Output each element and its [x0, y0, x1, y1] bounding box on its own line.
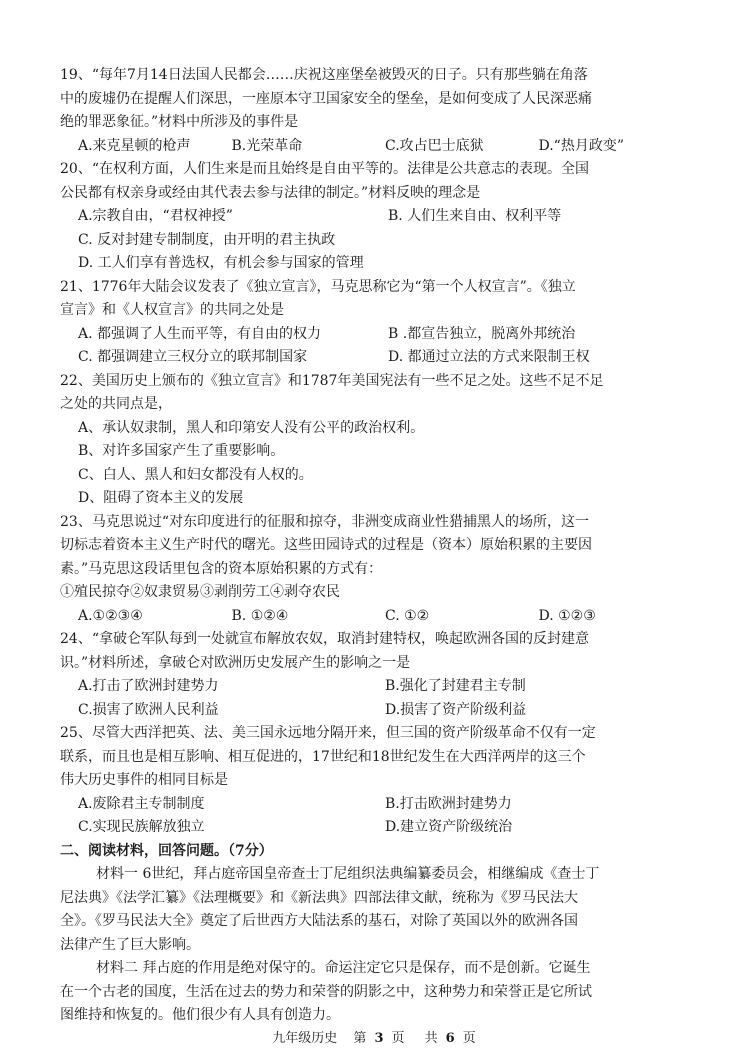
- question-options: [60, 816, 692, 840]
- question-options: [60, 793, 692, 817]
- option-a: A.①②③④: [78, 607, 143, 624]
- footer-total-number: 6: [445, 1031, 455, 1046]
- option-b: B .都宣告独立，脱离外邦统治: [388, 325, 576, 342]
- option-b: B. 人们生来自由、权利平等: [388, 208, 562, 224]
- question-24: [60, 628, 692, 722]
- footer-subject: 九年级历史: [272, 1031, 338, 1046]
- option-c: C、白人、黑人和妇女都没有人权的。: [78, 466, 313, 483]
- material-1-line: 全》。《罗马民法大全》奠定了后世西方大陆法系的基石，对除了英国以外的欧洲各国: [60, 913, 578, 929]
- footer-page-number: 3: [374, 1031, 384, 1046]
- option-c: C.实现民族解放独立: [78, 819, 205, 835]
- question-text-line: 联系，而且也是相互影响、相互促进的，17世纪和18世纪发生在大西洋两岸的这三个: [60, 748, 586, 765]
- option-d: D.损害了资产阶级利益: [385, 701, 527, 718]
- material-2-line: 在一个古老的国度，生活在过去的势力和荣誉的阴影之中，这种势力和荣誉正是它所试: [60, 983, 592, 1000]
- question-text-line: 20、“在权利方面，人们生来是而且始终是自由平等的。法律是公共意志的表现。全国: [60, 161, 589, 177]
- option-a: A.打击了欧洲封建势力: [78, 678, 219, 694]
- question-options: [60, 605, 692, 629]
- material-1-line: 法律产生了巨大影响。: [60, 936, 200, 953]
- question-text-line: 之处的共同点是，: [60, 396, 172, 412]
- option-c: C.损害了欧洲人民利益: [78, 701, 219, 718]
- footer-total: [421, 1031, 480, 1046]
- footer-page-prefix: 第: [353, 1031, 367, 1046]
- option-a: A、承认奴隶制，黑人和印第安人没有公平的政治权利。: [78, 419, 425, 436]
- question-text-line: 22、美国历史上颁布的《独立宣言》和1787年美国宪法有一些不足之处。这些不足不足: [60, 372, 604, 389]
- question-options: [60, 323, 692, 347]
- option-b: B.打击欧洲封建势力: [385, 795, 512, 812]
- footer-page-suffix: 页: [391, 1031, 405, 1046]
- question-options: [60, 135, 692, 159]
- question-text-line: 24、“拿破仑军队每到一处就宣布解放农奴，取消封建特权，唤起欧洲各国的反封建意: [60, 631, 589, 647]
- option-c: C. 反对封建专制制度，由开明的君主执政: [78, 231, 336, 248]
- option-a: A.宗教自由，“君权神授”: [78, 208, 233, 224]
- option-a: A.来克星顿的枪声: [78, 137, 191, 154]
- option-d: D. 工人们享有普选权，有机会参与国家的管理: [78, 255, 364, 271]
- question-21: [60, 276, 692, 370]
- question-options: [60, 205, 692, 229]
- question-text-line: 公民都有权亲身或经由其代表去参与法律的制定。”材料反映的理念是: [60, 184, 481, 201]
- material-1-line: 材料一 6世纪，拜占庭帝国皇帝查士丁尼组织法典编纂委员会，相继编成《查士丁: [96, 866, 600, 882]
- option-b: B. ①②④: [231, 607, 289, 624]
- question-22: [60, 370, 692, 511]
- question-options: [60, 699, 692, 723]
- footer-total-prefix: 共: [424, 1031, 438, 1046]
- question-text-line: 绝的罪恶象征。”材料中所涉及的事件是: [60, 114, 299, 130]
- section-reading: [60, 840, 692, 1028]
- footer-total-suffix: 页: [462, 1031, 476, 1046]
- question-text-line: 25、尽管大西洋把英、法、美三国永远地分隔开来，但三国的资产阶级革命不仅有一定: [60, 725, 596, 741]
- question-25: [60, 722, 692, 840]
- question-options: [60, 675, 692, 699]
- page-footer: [0, 1030, 752, 1048]
- option-d: D. ①②③: [538, 607, 596, 624]
- option-c: C. ①②: [385, 607, 430, 624]
- question-options: [60, 346, 692, 370]
- footer-page: [349, 1031, 408, 1046]
- question-20: [60, 158, 692, 276]
- question-text-line: 伟大历史事件的相同目标是: [60, 772, 228, 788]
- material-2-line: 材料二 拜占庭的作用是绝对保守的。命运注定它只是保存，而不是创新。它诞生: [96, 960, 591, 976]
- question-text-line: 素。”马克思这段话里包含的资本原始积累的方式有：: [60, 560, 383, 577]
- question-text-line: 19、“每年7月14日法国人民都会……庆祝这座堡垒被毁灭的日子。只有那些躺在角落: [60, 67, 588, 83]
- question-19: [60, 64, 692, 158]
- question-23: [60, 511, 692, 629]
- material-2-line: 图维持和恢复的。他们很少有人具有创造力。: [60, 1007, 340, 1023]
- question-text-line: 中的废墟仍在提醒人们深思，一座原本守卫国家安全的堡垒，是如何变成了人民深恶痛: [60, 90, 592, 107]
- option-a: A. 都强调了人生而平等，有自由的权力: [78, 325, 322, 342]
- material-1-line: 尼法典》《法学汇纂》《法理概要》和《新法典》四部法律文献，统称为《罗马民法大: [60, 889, 578, 906]
- option-d: D. 都通过立法的方式来限制王权: [388, 349, 590, 365]
- option-d: D、阻碍了资本主义的发展: [78, 490, 244, 506]
- question-text-line: 23、马克思说过“对东印度进行的征服和掠夺，非洲变成商业性猎捕黑人的场所，这一: [60, 513, 589, 530]
- question-text-line: 识。”材料所述，拿破仑对欧洲历史发展产生的影响之一是: [60, 654, 411, 671]
- option-c: C.攻占巴士底狱: [385, 137, 484, 154]
- question-text-line: ①殖民掠夺②奴隶贸易③剥削劳工④剥夺农民: [60, 584, 340, 600]
- option-c: C. 都强调建立三权分立的联邦制国家: [78, 349, 308, 365]
- option-b: B.强化了封建君主专制: [385, 678, 526, 694]
- option-a: A.废除君主专制制度: [78, 795, 205, 812]
- section-heading: 二、阅读材料，回答问题。（7分）: [60, 842, 273, 859]
- question-text-line: 21、1776年大陆会议发表了《独立宣言》，马克思称它为“第一个人权宣言”。《独立: [60, 278, 576, 295]
- exam-content: [60, 64, 692, 1028]
- question-text-line: 宣言》和《人权宣言》的共同之处是: [60, 302, 284, 318]
- option-b: B、对许多国家产生了重要影响。: [78, 443, 285, 459]
- option-b: B.光荣革命: [231, 137, 303, 154]
- option-d: D.“热月政变”: [538, 137, 624, 154]
- option-d: D.建立资产阶级统治: [385, 819, 513, 835]
- question-text-line: 切标志着资本主义生产时代的曙光。这些田园诗式的过程是（资本）原始积累的主要因: [60, 537, 592, 553]
